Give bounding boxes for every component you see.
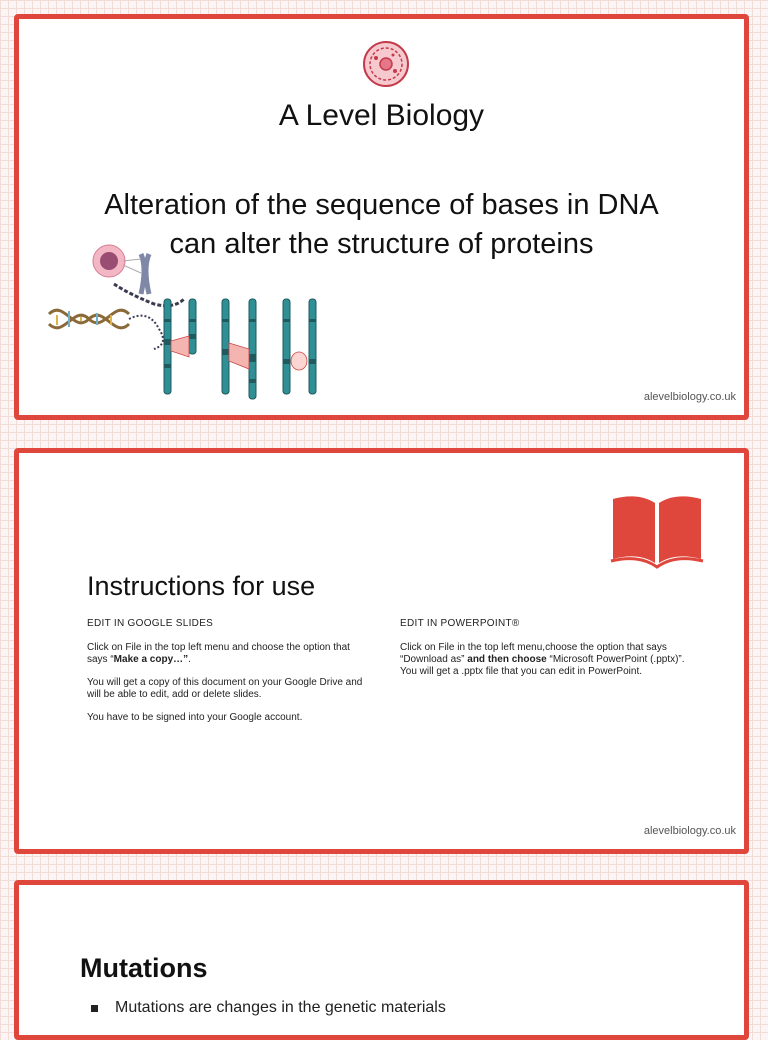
title-slide xyxy=(14,14,749,420)
text-run: Click on File in the top left menu,choose the option that says “Download as” xyxy=(400,642,667,665)
column-heading: EDIT IN GOOGLE SLIDES xyxy=(87,618,214,629)
bullet-text: Mutations are changes in the genetic materials xyxy=(115,999,446,1016)
powerpoint-instructions xyxy=(400,618,685,689)
text-run: Click on File in the top left menu and choose the option that says “ xyxy=(87,642,350,665)
slide-footer: alevelbiology.co.uk xyxy=(643,825,736,837)
slide-title: A Level Biology xyxy=(278,99,485,132)
dna-chromosome-illustration xyxy=(29,239,329,404)
bold-text-run: Make a copy…” xyxy=(113,654,189,665)
cell-icon xyxy=(362,40,410,88)
bold-text-run: and then choose xyxy=(467,654,547,665)
bullet-square-icon xyxy=(91,1005,98,1012)
slide-footer: alevelbiology.co.uk xyxy=(643,391,736,403)
subtitle-line-2: can alter the structure of proteins xyxy=(169,228,594,260)
instruction-paragraph xyxy=(87,642,372,666)
open-book-icon xyxy=(609,493,705,573)
mutations-slide xyxy=(14,880,749,1040)
text-run: “Microsoft PowerPoint (.pptx)”. You will get a .pptx file that you can edit in PowerPoint. xyxy=(400,654,685,677)
bullet-list xyxy=(89,999,446,1025)
text-run: . xyxy=(188,654,191,665)
instruction-paragraph: You have to be signed into your Google account. xyxy=(87,712,303,723)
instruction-paragraph: You will get a copy of this document on your Google Drive and will be able to edit, add or delete slides. xyxy=(87,677,363,700)
subtitle-line-1: Alteration of the sequence of bases in DNA xyxy=(104,189,659,221)
dna-helix xyxy=(49,310,129,328)
column-heading: EDIT IN POWERPOINT® xyxy=(400,618,520,629)
instructions-slide xyxy=(14,448,749,854)
slide-title: Instructions for use xyxy=(87,571,316,601)
list-item xyxy=(89,999,446,1017)
instruction-paragraph xyxy=(400,642,685,678)
google-slides-instructions xyxy=(87,618,372,735)
slide-title: Mutations xyxy=(80,953,208,983)
